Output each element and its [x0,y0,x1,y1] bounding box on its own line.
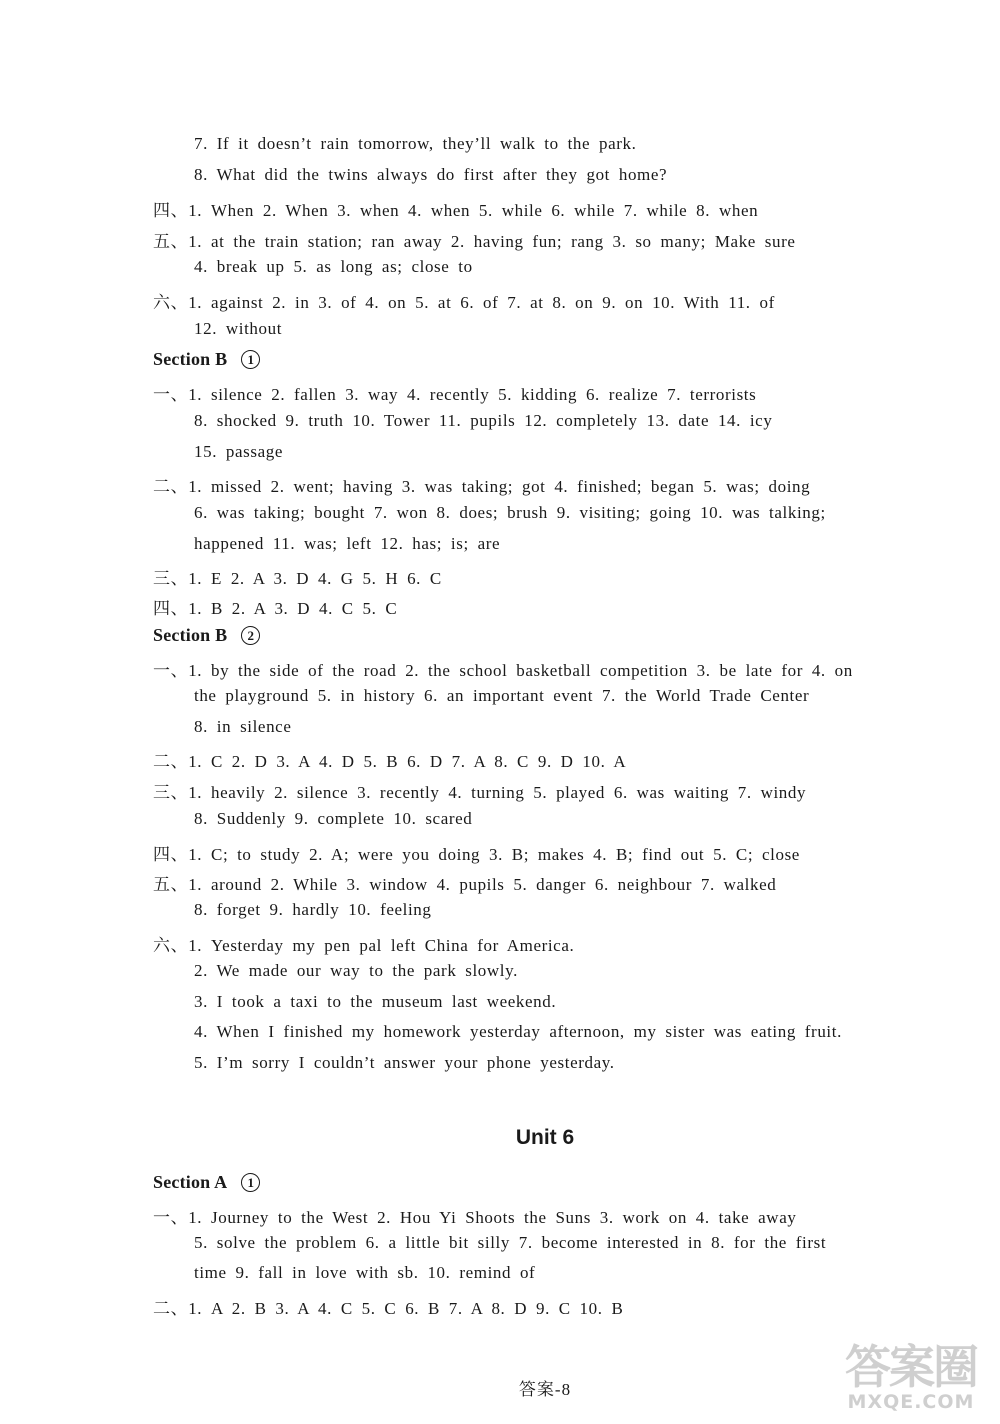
answer-line: time 9. fall in love with sb. 10. remind of [194,1263,536,1282]
answer-line: 8. Suddenly 9. complete 10. scared [194,809,473,828]
answer-line: 六、1. Yesterday my pen pal left China for America. [153,936,575,955]
answer-line: 8. in silence [194,717,292,736]
answer-line: 6. was taking; bought 7. won 8. does; brush 9. visiting; going 10. was talking; [194,503,826,522]
answer-line: 5. solve the problem 6. a little bit silly 7. become interested in 8. for the first [194,1233,827,1252]
answer-line: 四、1. When 2. When 3. when 4. when 5. while 6. while 7. while 8. when [153,201,759,220]
section-number-badge: 2 [241,626,260,645]
answer-line: the playground 5. in history 6. an important event 7. the World Trade Center [194,686,810,705]
answer-line: 五、1. at the train station; ran away 2. having fun; rang 3. so many; Make sure [153,232,796,251]
watermark-logo [836,1342,986,1414]
answer-line: 一、1. by the side of the road 2. the school basketball competition 3. be late for 4. on [153,661,853,680]
answer-line: 15. passage [194,442,283,461]
answer-line: 六、1. against 2. in 3. of 4. on 5. at 6. of 7. at 8. on 9. on 10. With 11. of [153,293,775,312]
page-footer: 答案-8 [518,1380,572,1399]
answer-line: 五、1. around 2. While 3. window 4. pupils 5. danger 6. neighbour 7. walked [153,875,777,894]
answer-line: 四、1. C; to study 2. A; were you doing 3. B; makes 4. B; find out 5. C; close [153,845,800,864]
section-heading [153,1172,260,1193]
section-heading [153,625,260,646]
answer-line: 12. without [194,319,283,338]
answer-line: 5. I’m sorry I couldn’t answer your phone yesterday. [194,1053,615,1072]
section-label: Section A [153,1172,228,1192]
answer-line: 4. When I finished my homework yesterday afternoon, my sister was eating fruit. [194,1022,842,1041]
answer-line: 8. forget 9. hardly 10. feeling [194,900,432,919]
answer-line: 7. If it doesn’t rain tomorrow, they’ll walk to the park. [194,134,637,153]
section-label: Section B [153,349,228,369]
answer-line: 一、1. Journey to the West 2. Hou Yi Shoots the Suns 3. work on 4. take away [153,1208,797,1227]
answer-line: 二、1. A 2. B 3. A 4. C 5. C 6. B 7. A 8. D 9. C 10. B [153,1299,624,1318]
answer-line: 三、1. heavily 2. silence 3. recently 4. turning 5. played 6. was waiting 7. windy [153,783,807,802]
answer-line: 8. shocked 9. truth 10. Tower 11. pupils 12. completely 13. date 14. icy [194,411,773,430]
answer-line: 4. break up 5. as long as; close to [194,257,473,276]
answer-line: 二、1. missed 2. went; having 3. was taking; got 4. finished; began 5. was; doing [153,477,811,496]
answer-line: 一、1. silence 2. fallen 3. way 4. recently 5. kidding 6. realize 7. terrorists [153,385,757,404]
watermark-url: MXQE.COM [847,1391,975,1413]
answer-line: 三、1. E 2. A 3. D 4. G 5. H 6. C [153,569,442,588]
section-heading [153,349,260,370]
answer-line: 3. I took a taxi to the museum last weekend. [194,992,557,1011]
watermark-text: 答案圈 [845,1340,977,1394]
unit-title: Unit 6 [515,1126,575,1149]
answer-line: 四、1. B 2. A 3. D 4. C 5. C [153,599,398,618]
answer-line: 2. We made our way to the park slowly. [194,961,518,980]
answer-line: 8. What did the twins always do first after they got home? [194,165,668,184]
section-number-badge: 1 [241,1173,260,1192]
answer-line: happened 11. was; left 12. has; is; are [194,534,501,553]
section-label: Section B [153,625,228,645]
answer-line: 二、1. C 2. D 3. A 4. D 5. B 6. D 7. A 8. C 9. D 10. A [153,752,627,771]
section-number-badge: 1 [241,350,260,369]
